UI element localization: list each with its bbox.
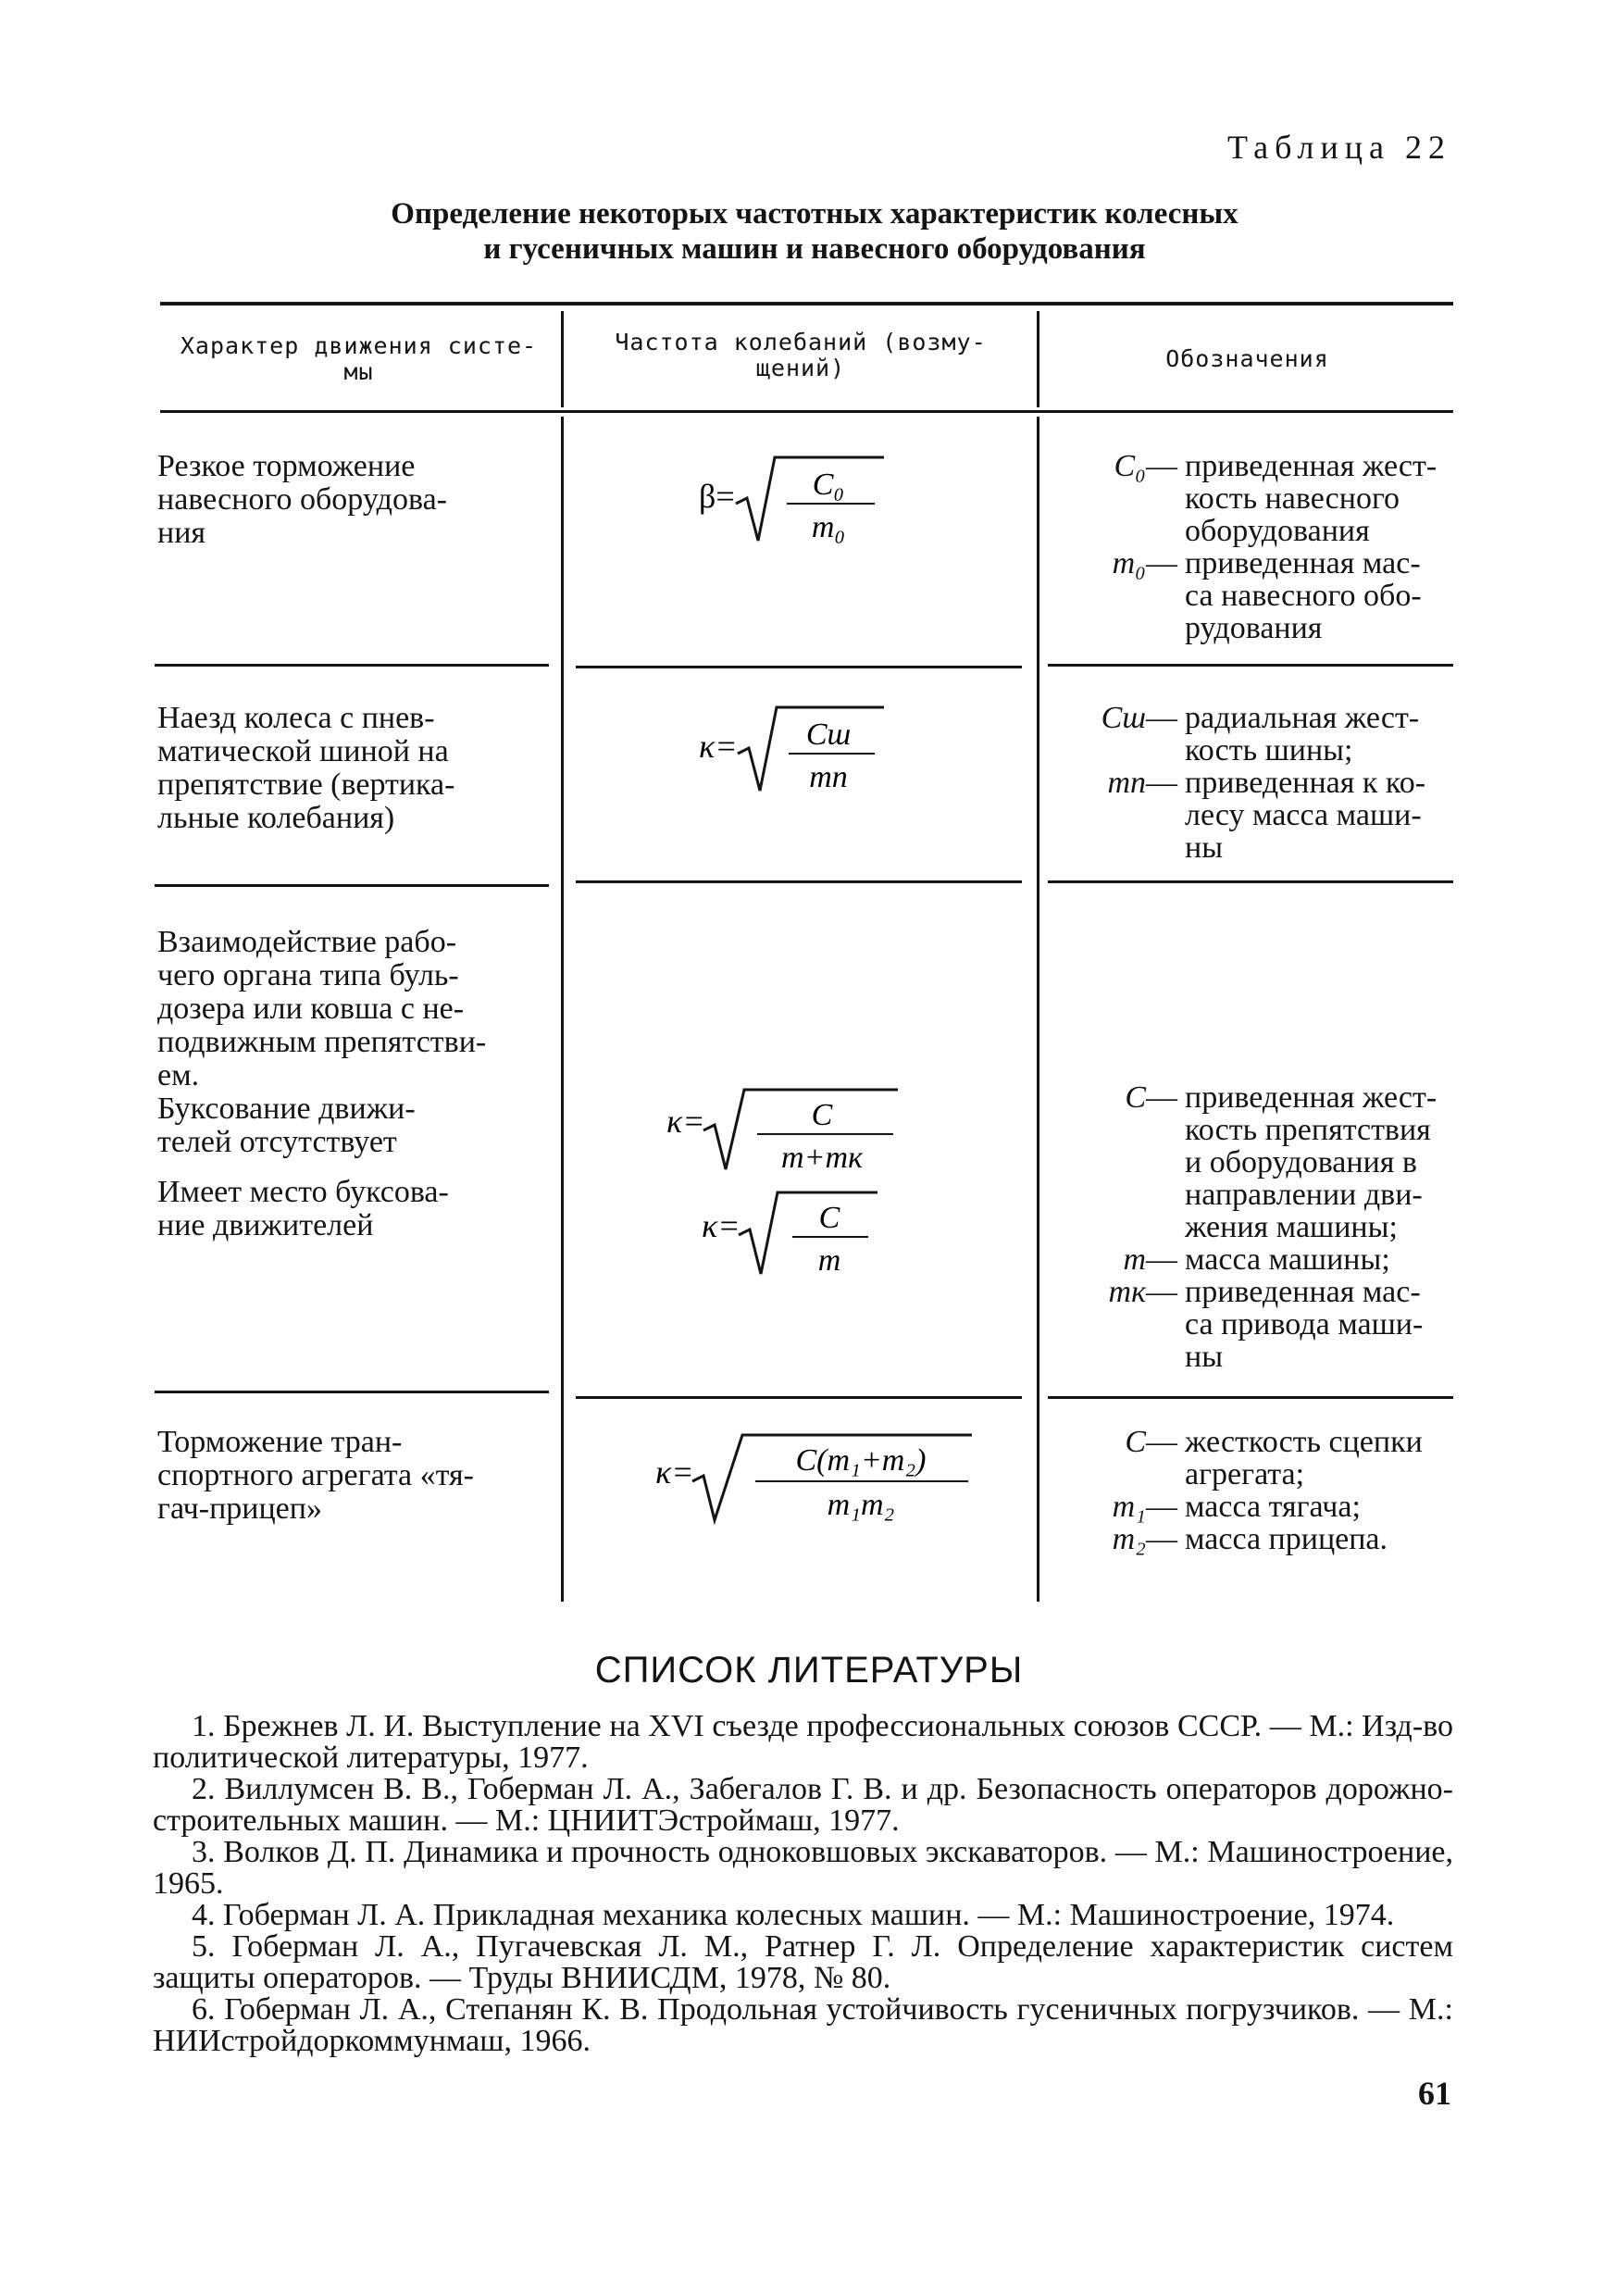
sqrt-formula-5 (655, 1426, 979, 1529)
sqrt-formula-3 (666, 1079, 926, 1182)
row-1-motion: Резкое торможение навесного оборудова- ния (157, 449, 447, 550)
header-bottom-rule (160, 410, 1453, 413)
formula-denominator: mп (809, 760, 848, 794)
header-frequency: Частота колебаний (возму- щений) (615, 329, 987, 381)
formula-denominator: m₁m₂ (827, 1488, 895, 1522)
bibliography-item: 3. Волков Д. П. Динамика и прочность одноковшовых экскаваторов. — М.: Машиностроение, 1965. (153, 1835, 1453, 1901)
table-title-line-1: Определение некоторых частотных характеристик колесных (391, 197, 1238, 231)
formula-denominator: m₀ (811, 510, 846, 544)
row-4-legend (1046, 1426, 1453, 1555)
formula-lhs: κ= (666, 1103, 705, 1140)
header-notation: Обозначения (1165, 345, 1329, 372)
row-separator-1b (576, 666, 1022, 668)
row-separator-1a (155, 664, 549, 667)
row-4-motion: Торможение тран- спортного агрегата «тя- гач-прицеп» (157, 1425, 475, 1526)
table-label: Таблица 22 (1227, 129, 1451, 166)
row-separator-3a (155, 1391, 549, 1393)
formula-numerator: Cш (805, 718, 852, 752)
table-title (278, 196, 1351, 267)
formula-denominator: m+mк (781, 1141, 863, 1175)
legend-entry: C₀ — приведенная жест- кость навесного оборудования (1114, 449, 1438, 548)
legend-entry: m₀ — приведенная мас- са навесного обо- рудования (1112, 546, 1422, 645)
row-2-legend (1046, 702, 1453, 864)
row-4-formula (655, 1426, 979, 1534)
legend-entry: m₁ — масса тягача; (1112, 1490, 1361, 1524)
bibliography-item: 6. Гоберман Л. А., Степанян К. В. Продольная устойчивость гусеничных погрузчиков. — М.: НИИстройдоркоммунмаш, 1966. (153, 1992, 1453, 2058)
header-motion-type: Характер движения систе- мы (180, 332, 538, 385)
radical-sign (736, 457, 884, 541)
row-separator-3b (576, 1396, 1022, 1399)
row-3-motion: Взаимодействие рабо- чего органа типа буль- дозера или ковша с не- подвижным препятстви- ем. Буксование движи- телей отсутствует Имеет место буксова- ние движителей (157, 926, 546, 1242)
row-separator-3c (1048, 1396, 1453, 1399)
bibliography-item: 1. Брежнев Л. И. Выступление на XVI съезде профессиональных союзов СССР. — М.: Изд-во политической литературы, 1977. (153, 1709, 1453, 1775)
row-separator-2a (155, 884, 549, 887)
row-separator-1c (1048, 664, 1453, 667)
formula-lhs: κ= (702, 1207, 741, 1244)
row-separator-2c (1048, 880, 1453, 883)
formula-numerator: C (811, 1098, 833, 1132)
legend-entry: C — жесткость сцепки агрегата; (1125, 1425, 1423, 1491)
formula-lhs: β= (699, 478, 735, 515)
case-no-slip: Буксование движи- телей отсутствует (157, 1092, 416, 1159)
bibliography-item: 4. Гоберман Л. А. Прикладная механика колесных машин. — М.: Машиностроение, 1974. (192, 1898, 1395, 1932)
sqrt-formula-4 (702, 1183, 905, 1281)
page-number: 61 (1418, 2075, 1451, 2112)
row-separator-2b (576, 880, 1022, 883)
row-2-motion: Наезд колеса с пнев- матической шиной на препятствие (вертика- льные колебания) (157, 701, 455, 835)
column-divider-2-body (1037, 417, 1039, 1602)
row-1-formula (699, 448, 912, 555)
bibliography-item: 5. Гоберман Л. А., Пугачевская Л. М., Ратнер Г. Л. Определение характеристик систем защиты операторов. — Труды ВНИИСДМ, 1978, № 80. (153, 1929, 1453, 1995)
sqrt-formula-2 (699, 698, 912, 800)
sqrt-formula-1 (699, 448, 912, 550)
legend-entry: mп — приведенная к ко- лесу масса маши- ны (1107, 766, 1426, 865)
formula-lhs: κ= (655, 1454, 694, 1491)
bibliography-list (153, 1711, 1453, 2057)
formula-numerator: C (818, 1201, 840, 1235)
legend-entry: m — масса машины; (1123, 1242, 1390, 1277)
row-3-legend (1046, 1081, 1453, 1373)
row-2-formula (699, 698, 912, 805)
table-top-rule (160, 302, 1453, 306)
formula-denominator: m (817, 1243, 841, 1278)
legend-entry: m₂ — масса прицепа. (1112, 1522, 1388, 1556)
column-divider-1 (561, 311, 564, 407)
table-title-line-2: и гусеничных машин и навесного оборудования (483, 232, 1146, 266)
formula-lhs: κ= (699, 728, 738, 765)
row-3-formula-2 (702, 1183, 905, 1286)
radical-sign (739, 1192, 877, 1274)
legend-entry: mк — приведенная мас- са привода маши- ны (1108, 1275, 1424, 1374)
case-slip: Имеет место буксова- ние движителей (157, 1175, 449, 1242)
formula-numerator: C₀ (812, 468, 845, 502)
formula-numerator: C(m₁+m₂) (795, 1443, 927, 1478)
row-1-legend (1046, 450, 1453, 644)
column-divider-1-body (561, 417, 564, 1602)
legend-entry: C — приведенная жест- кость препятствия и оборудования в направлении дви- жения машины; (1125, 1080, 1438, 1244)
bibliography-item: 2. Виллумсен В. В., Гоберман Л. А., Забегалов Г. В. и др. Безопасность операторов дорожно-строительных машин. — М.: ЦНИИТЭстроймаш, 1977. (153, 1772, 1453, 1838)
legend-entry: Cш — радиальная жест- кость шины; (1101, 701, 1420, 767)
column-divider-2 (1037, 311, 1039, 407)
bibliography-heading: СПИСОК ЛИТЕРАТУРЫ (594, 1650, 1024, 1691)
row-3-formula-1 (666, 1079, 926, 1187)
